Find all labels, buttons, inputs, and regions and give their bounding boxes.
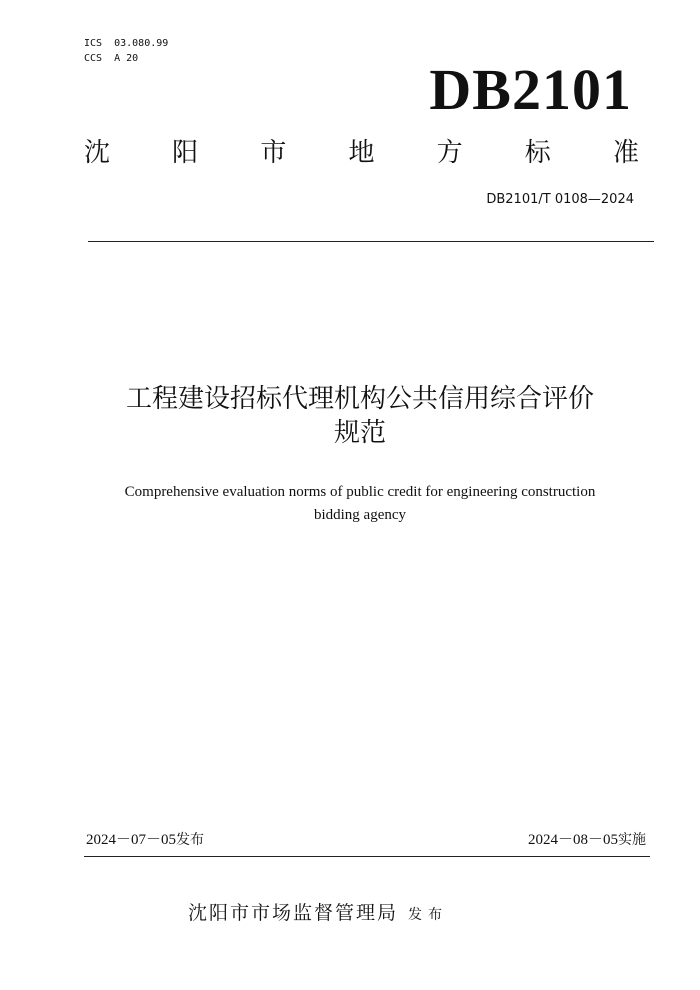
english-title-line: Comprehensive evaluation norms of public credit for engineering construction [124,484,596,500]
bottom-divider [84,856,650,857]
issuer-name: 沈阳市市场监督管理局 [188,902,399,924]
issue-date [86,831,204,849]
standard-type-char: 地 [348,138,375,168]
english-title-line: bidding agency [313,507,407,523]
standard-type-char: 阳 [172,138,199,168]
standard-type-char: 市 [260,138,287,168]
standard-logo: DB2101 [429,57,632,122]
standard-type-char: 标 [524,138,551,168]
standard-number: DB2101/T 0108—2024 [486,192,634,207]
chinese-title-line: 工程建设招标代理机构公共信用综合评价 [125,384,594,414]
issuing-authority [188,900,448,928]
top-divider [88,241,654,242]
implementation-date-label: 实施 [618,832,646,848]
standard-type-char: 准 [612,138,639,168]
chinese-title [60,382,660,450]
ccs-code: CCS A 20 [84,53,139,64]
english-title [60,481,660,527]
issuer-suffix: 发布 [408,907,449,923]
implementation-date-value: 2024－08－05 [527,832,618,848]
standard-type-char: 方 [436,138,463,168]
standard-type-char: 沈 [84,138,111,168]
ics-code: ICS 03.080.99 [84,38,169,49]
issue-date-value: 2024－07－05 [86,832,177,848]
issue-date-label: 发布 [176,832,205,848]
chinese-title-line: 规范 [333,418,386,448]
standard-type [84,136,639,170]
classification-codes [84,36,168,66]
implementation-date [528,831,646,849]
